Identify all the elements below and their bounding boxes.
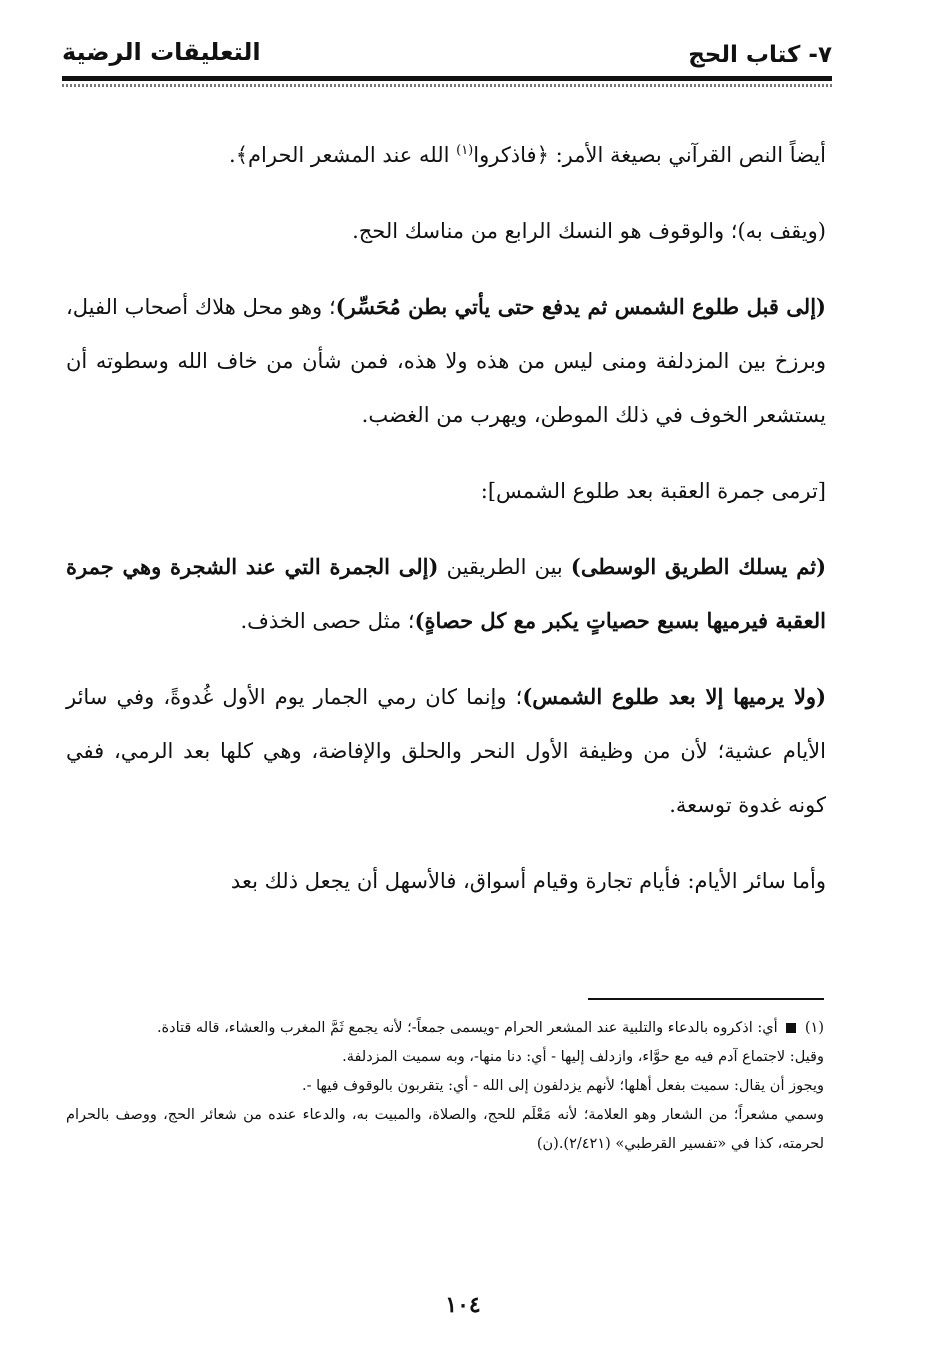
paragraph-5-commentary: ؛ مثل حصى الخذف. (240, 609, 415, 633)
paragraph-6-matn: (ولا يرميها إلا بعد طلوع الشمس) (522, 684, 827, 709)
paragraph-3-matn: (إلى قبل طلوع الشمس ثم يدفع حتى يأتي بطن مُحَسِّر) (335, 294, 826, 319)
footnote-3 (66, 1072, 824, 1101)
chapter-title: ٧- كتاب الحج (688, 42, 832, 68)
footnote-1-text: أي: اذكروه بالدعاء والتلبية عند المشعر الحرام -ويسمى جمعاً-؛ لأنه يجمع ثَمَّ المغرب والعشاء، قاله قتادة. (156, 1020, 778, 1036)
section-heading-text: [ترمى جمرة العقبة بعد طلوع الشمس]: (480, 479, 826, 503)
paragraph-3-commentary: ؛ وهو محل هلاك أصحاب الفيل، وبرزخ بين المزدلفة ومنى ليس من هذه ولا هذه، فمن شأن من خاف الله وسطوته أن يستشعر الخوف في ذلك الموطن، ويهرب من الغضب. (66, 295, 826, 427)
paragraph-2 (66, 204, 826, 258)
paragraph-2-text: (ويقف به)؛ والوقوف هو النسك الرابع من مناسك الحج. (352, 219, 826, 243)
paragraph-1-end: الله عند المشعر الحرام﴾. (229, 143, 457, 167)
paragraph-6-commentary: ؛ وإنما كان رمي الجمار يوم الأول غُدوةً، وفي سائر الأيام عشية؛ لأن من وظيفة الأول النحر والحلق والإفاضة، وهي كلها بعد الرمي، ففي كونه غدوة توسعة. (66, 685, 826, 817)
paragraph-3 (66, 280, 826, 442)
header-rule-dotted (62, 84, 832, 87)
running-header (62, 38, 832, 78)
paragraph-5-matn-1: (ثم يسلك الطريق الوسطى) (570, 554, 827, 579)
main-text (66, 128, 826, 930)
footnote-1 (66, 1014, 824, 1043)
paragraph-5 (66, 540, 826, 648)
footnotes (66, 1014, 824, 1159)
paragraph-1-text: أيضاً النص القرآني بصيغة الأمر: ﴿فاذكروا (473, 143, 826, 167)
footnote-1-number: (١) (804, 1020, 824, 1036)
square-marker-icon (786, 1023, 796, 1033)
paragraph-5-matn-2: (إلى الجمرة التي عند الشجرة وهي جمرة العقبة فيرميها بسبع حصياتٍ يكبر مع كل حصاةٍ) (66, 554, 826, 633)
paragraph-1 (66, 128, 826, 182)
footnote-ref-1: (١) (456, 143, 474, 158)
page-number: ١٠٤ (445, 1292, 481, 1318)
book-title: التعليقات الرضية (62, 38, 261, 66)
header-rule (62, 76, 832, 81)
paragraph-5-mid: بين الطريقين (438, 555, 571, 579)
footnote-4-text: وسمي مشعراً؛ من الشعار وهو العلامة؛ لأنه مَعْلَم للحج، والصلاة، والمبيت به، والدعاء عنده من شعائر الحج، ووصف بالحرام لحرمته، كذا في «تفسير القرطبي» (٢/٤٢١).(ن) (66, 1107, 824, 1152)
footnote-2 (66, 1043, 824, 1072)
footnote-separator (588, 998, 824, 1000)
footnote-4 (66, 1101, 824, 1159)
paragraph-7-text: وأما سائر الأيام: فأيام تجارة وقيام أسواق، فالأسهل أن يجعل ذلك بعد (230, 869, 826, 893)
paragraph-7 (66, 854, 826, 908)
paragraph-6 (66, 670, 826, 832)
section-heading (66, 464, 826, 518)
footnote-3-text: ويجوز أن يقال: سميت بفعل أهلها؛ لأنهم يزدلفون إلى الله - أي: يتقربون بالوقوف فيها -. (302, 1078, 824, 1094)
footnote-2-text: وقيل: لاجتماع آدم فيه مع حوَّاء، وازدلف إليها - أي: دنا منها-، وبه سميت المزدلفة. (342, 1049, 824, 1065)
